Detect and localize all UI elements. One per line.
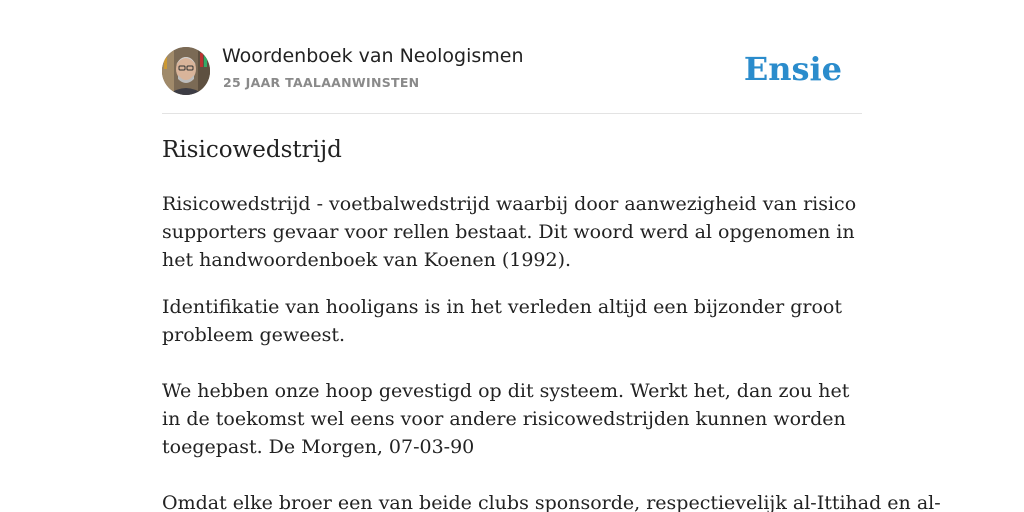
entry-quote-3: Omdat elke broer een van beide clubs sponsorde, respectievelijk al-Ittihad en al- [162,492,941,512]
site-header [162,0,862,114]
entry-title: Risicowedstrijd [162,137,342,163]
site-subtitle: 25 JAAR TAALAANWINSTEN [223,75,420,90]
brand-logo-link[interactable]: Ensie [743,50,842,88]
entry-quote-2: We hebben onze hoop gevestigd op dit systeem. Werkt het, dan zou het in de toekomst wel eens voor andere risicowedstrijden kunnen worden toegepast. De Morgen, 07-03-90 [162,380,850,458]
page-container [162,0,941,512]
entry-definition: Risicowedstrijd - voetbalwedstrijd waarbij door aanwezigheid van risicosupporters gevaar voor rellen bestaat. Dit woord werd al opgenomen in het handwoordenboek van Koenen (1992). [162,193,857,271]
avatar-portrait-icon [162,47,210,95]
entry-quote-1: Identifikatie van hooligans is in het verleden altijd een bijzonder groot probleem geweest. [162,296,843,346]
site-title-link[interactable]: Woordenboek van Neologismen [222,45,524,67]
author-avatar[interactable] [162,47,210,95]
